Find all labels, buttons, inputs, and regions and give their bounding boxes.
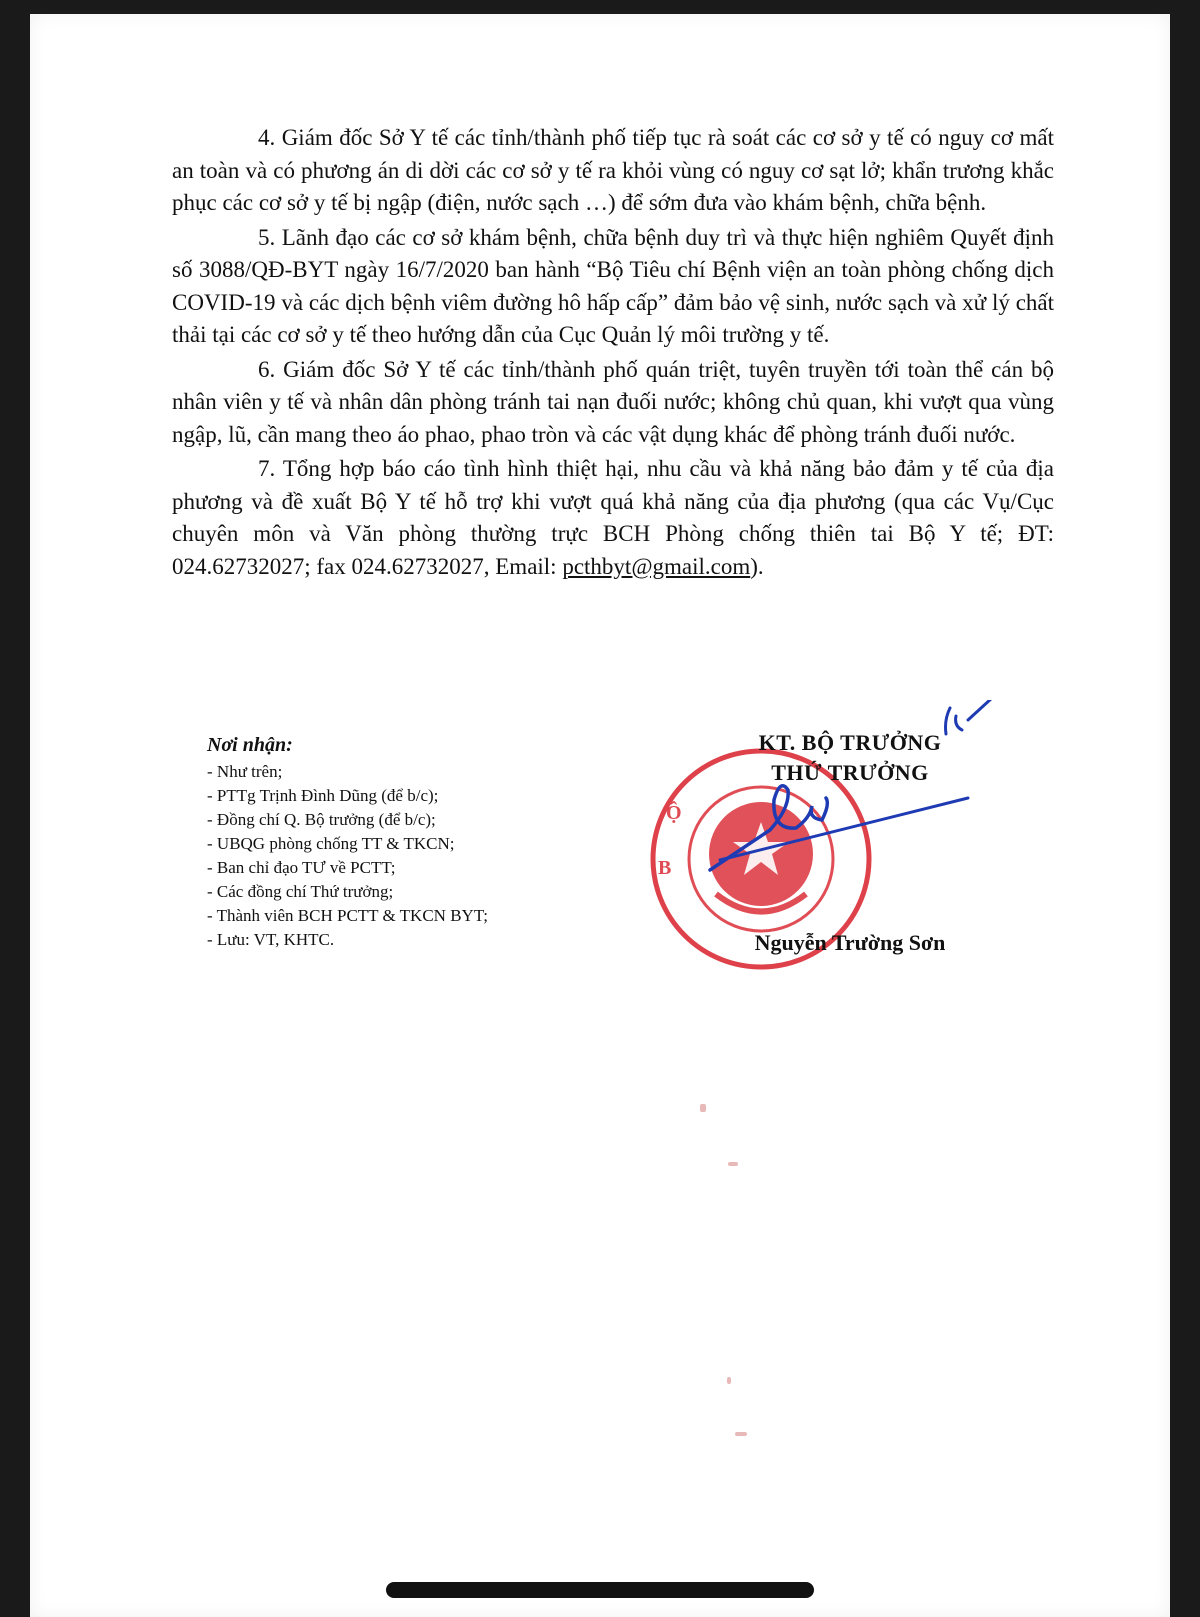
recipient-item: - PTTg Trịnh Đình Dũng (để b/c); bbox=[207, 786, 439, 805]
recipients-block bbox=[207, 732, 627, 952]
recipient-item: - Thành viên BCH PCTT & TKCN BYT; bbox=[207, 906, 488, 925]
svg-text:Ộ: Ộ bbox=[666, 802, 682, 824]
signer-name: Nguyễn Trường Sơn bbox=[754, 930, 946, 955]
signer-title-1: KT. BỘ TRƯỞNG bbox=[758, 730, 942, 755]
recipients-title: Nơi nhận: bbox=[207, 734, 293, 756]
recipient-item: - Ban chỉ đạo TƯ về PCTT; bbox=[207, 858, 396, 877]
page-speck bbox=[727, 1377, 731, 1384]
paragraph-5: 5. Lãnh đạo các cơ sở khám bệnh, chữa bệnh duy trì và thực hiện nghiêm Quyết định số 3088/QĐ-BYT ngày 16/7/2020 ban hành “Bộ Tiêu chí Bệnh viện an toàn phòng chống dịch COVID-19 và các dịch bệnh viêm đường hô hấp cấp” đảm bảo vệ sinh, nước sạch và xử lý chất thải tại các cơ sở y tế theo hướng dẫn của Cục Quản lý môi trường y tế. bbox=[172, 224, 1054, 347]
recipients-list bbox=[207, 760, 627, 952]
paragraph-7 bbox=[172, 453, 1054, 583]
home-indicator[interactable] bbox=[386, 1582, 814, 1598]
document-body bbox=[172, 122, 1054, 585]
page-speck bbox=[728, 1162, 738, 1166]
paragraph-7-end: ). bbox=[750, 553, 764, 579]
recipient-item: - Các đồng chí Thứ trưởng; bbox=[207, 882, 394, 901]
email-link[interactable]: pcthbyt@gmail.com bbox=[562, 553, 751, 579]
recipient-item: - UBQG phòng chống TT & TKCN; bbox=[207, 834, 455, 853]
page-speck bbox=[735, 1432, 747, 1436]
signature-block bbox=[700, 724, 1000, 974]
svg-text:B: B bbox=[658, 857, 672, 879]
recipient-item: - Lưu: VT, KHTC. bbox=[207, 930, 335, 949]
paragraph-4: 4. Giám đốc Sở Y tế các tỉnh/thành phố tiếp tục rà soát các cơ sở y tế có nguy cơ mất an toàn và có phương án di dời các cơ sở y tế ra khỏi vùng có nguy cơ sạt lở; khẩn trương khắc phục các cơ sở y tế bị ngập (điện, nước sạch …) để sớm đưa vào khám bệnh, chữa bệnh. bbox=[172, 125, 1054, 215]
recipient-item: - Đồng chí Q. Bộ trưởng (để b/c); bbox=[207, 810, 436, 829]
recipient-item: - Như trên; bbox=[207, 762, 283, 781]
paragraph-7-text: 7. Tổng hợp báo cáo tình hình thiệt hại, nhu cầu và khả năng bảo đảm y tế của địa phương và đề xuất Bộ Y tế hỗ trợ khi vượt quá khả năng của địa phương (qua các Vụ/Cục chuyên môn và Văn phòng thường trực BCH Phòng chống thiên tai Bộ Y tế; ĐT: 024.62732027; fax 024.62732027, Email: bbox=[172, 456, 1054, 579]
signer-title-2: THỨ TRƯỞNG bbox=[771, 760, 929, 785]
page-speck bbox=[700, 1104, 706, 1112]
paragraph-6: 6. Giám đốc Sở Y tế các tỉnh/thành phố quán triệt, tuyên truyền tới toàn thể cán bộ nhân viên y tế và nhân dân phòng tránh tai nạn đuối nước; không chủ quan, khi vượt qua vùng ngập, lũ, cần mang theo áo phao, phao tròn và các vật dụng khác để phòng tránh đuối nước. bbox=[172, 356, 1054, 447]
